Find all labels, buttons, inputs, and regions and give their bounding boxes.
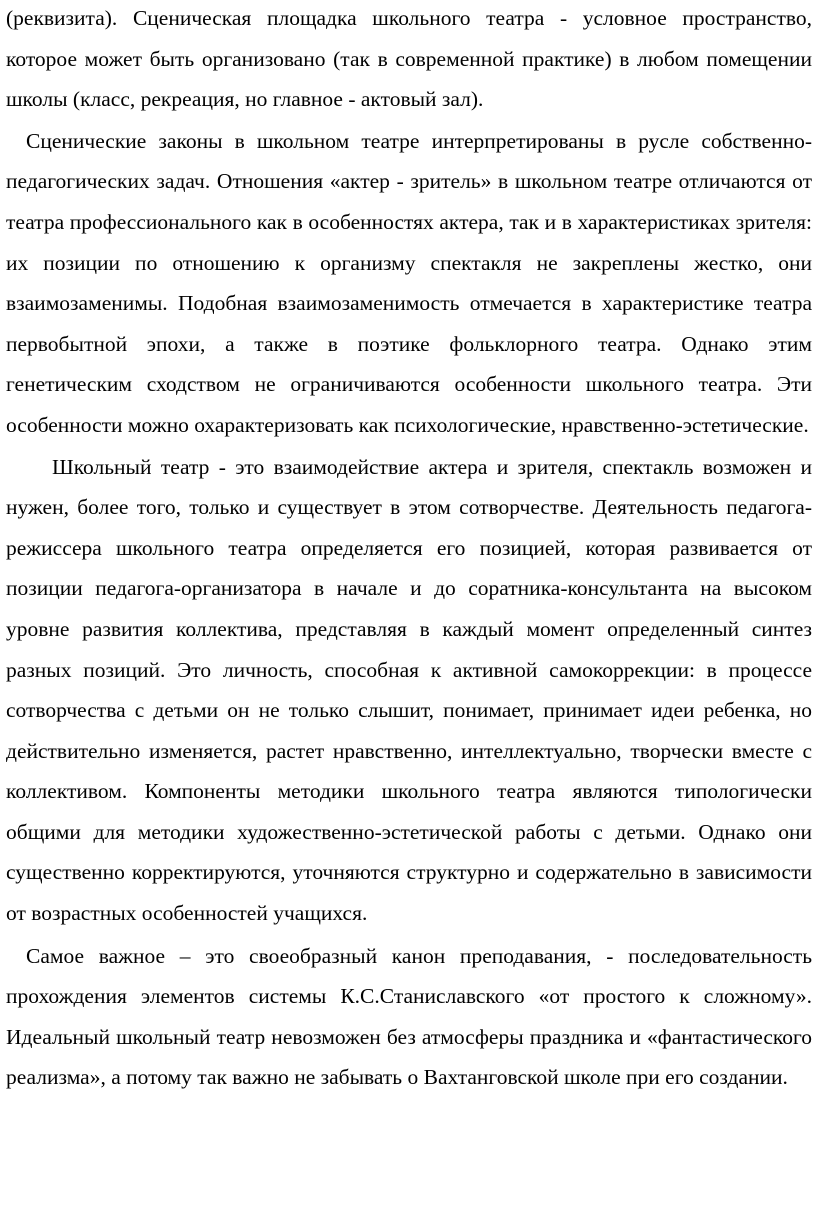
paragraph-2: Сценические законы в школьном театре интерпретированы в русле собственно-педагогических задач. Отношения «актер - зритель» в школьном театре отличаются от театра профессионального как в особенностях актера, так и в характеристиках зрителя: их позиции по отношению к организму спектакля не закреплены жестко, они взаимозаменимы. Подобная взаимозаменимость отмечается в характеристике театра первобытной эпохи, а также в поэтике фольклорного театра. Однако этим генетическим сходством не ограничиваются особенности школьного театра. Эти особенности можно охарактеризовать как психологические, нравственно-эстетические.	[6, 128, 812, 437]
paragraph-3: Школьный театр - это взаимодействие актера и зрителя, спектакль возможен и нужен, более того, только и существует в этом сотворчестве. Деятельность педагога-режиссера школьного театра определяется его позицией, которая развивается от позиции педагога-организатора в начале и до соратника-консультанта на высоком уровне развития коллектива, представляя в каждый момент определенный синтез разных позиций. Это личность, способная к активной самокоррекции: в процессе сотворчества с детьми он не только слышит, понимает, принимает идеи ребенка, но действительно изменяется, растет нравственно, интеллектуально, творчески вместе с коллективом. Компоненты методики школьного театра являются типологически общими для методики художественно-эстетической работы с детьми. Однако они существенно корректируются, уточняются структурно и содержательно в зависимости от возрастных особенностей учащихся.	[6, 454, 812, 926]
paragraph-4: Самое важное – это своеобразный канон преподавания, - последовательность прохождения элементов системы К.С.Станиславского «от простого к сложному». Идеальный школьный театр невозможен без атмосферы праздника и «фантастического реализма», а потому так важно не забывать о Вахтанговской школе при его создании.	[6, 943, 812, 1090]
document-page	[6, 0, 812, 1098]
paragraph-1: (реквизита). Сценическая площадка школьного театра - условное пространство, которое может быть организовано (так в современной практике) в любом помещении школы (класс, рекреация, но главное - актовый зал).	[6, 6, 812, 112]
